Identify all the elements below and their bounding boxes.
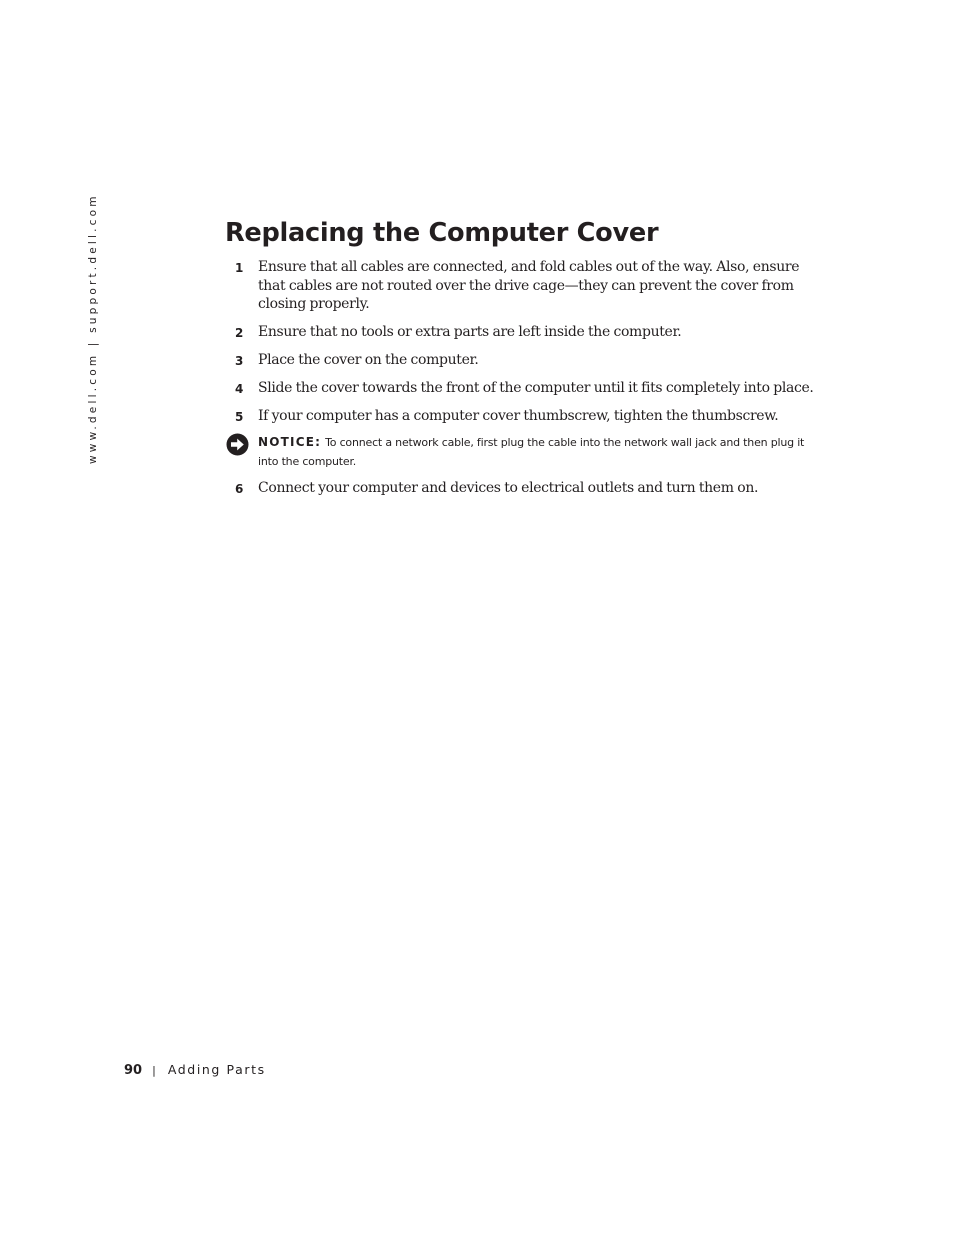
- step-text: If your computer has a computer cover thumbscrew, tighten the thumbscrew.: [258, 408, 779, 424]
- side-url-text: www.dell.com | support.dell.com: [87, 193, 99, 464]
- step-number: 2: [235, 326, 244, 340]
- step-text: Connect your computer and devices to electrical outlets and turn them on.: [258, 480, 759, 496]
- notice-text: To connect a network cable, first plug the cable into the network wall jack and then plug it into the computer.: [258, 436, 805, 468]
- footer-section-title: Adding Parts: [167, 1062, 266, 1077]
- step-number: 4: [235, 382, 244, 396]
- footer-separator: |: [152, 1064, 156, 1077]
- notice-arrow-icon: [226, 433, 249, 456]
- page-title: Replacing the Computer Cover: [225, 218, 659, 248]
- step-number: 1: [235, 261, 244, 275]
- step-number: 6: [235, 482, 244, 496]
- step-number: 5: [235, 410, 244, 424]
- step-text: Place the cover on the computer.: [258, 352, 479, 368]
- notice-text-block: [258, 433, 814, 471]
- step-text: Slide the cover towards the front of the computer until it fits completely into place.: [258, 380, 814, 396]
- page-number: 90: [124, 1063, 143, 1078]
- step-text: Ensure that all cables are connected, and fold cables out of the way. Also, ensure that cables are not routed over the drive cage—they can prevent the cover from closing properly.: [258, 259, 800, 312]
- step-number: 3: [235, 354, 244, 368]
- page-footer: [124, 1060, 266, 1081]
- step-text: Ensure that no tools or extra parts are left inside the computer.: [258, 324, 682, 340]
- notice-label: NOTICE:: [258, 435, 322, 449]
- notice-box: [226, 433, 816, 473]
